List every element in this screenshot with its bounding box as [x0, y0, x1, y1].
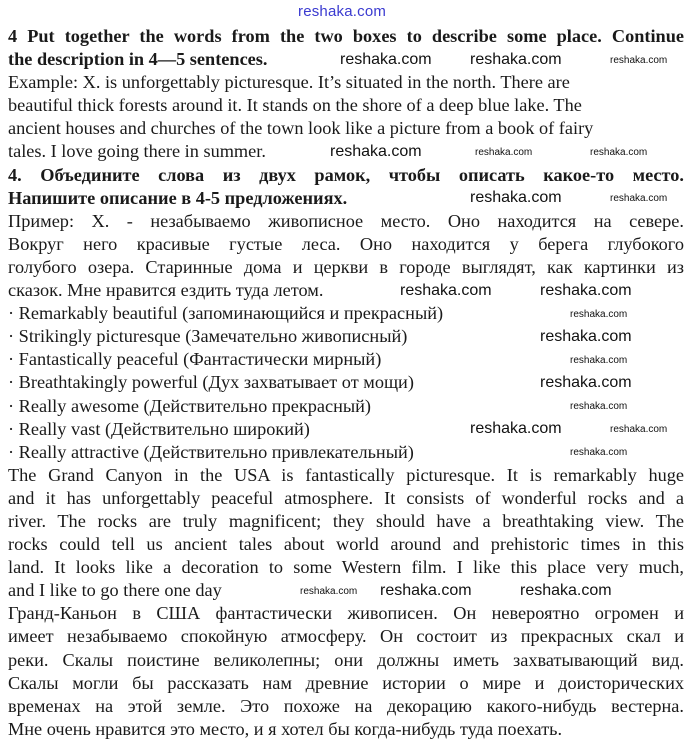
watermark: reshaka.com [400, 282, 492, 299]
answer-en-line: and I like to go there one day [8, 580, 222, 601]
watermark: reshaka.com [570, 355, 628, 366]
watermark: reshaka.com [298, 3, 387, 20]
watermark: reshaka.com [570, 447, 628, 458]
example-ru-line: Пример: X. - незабываемо живописное место. Оно находится на севере. [8, 210, 684, 231]
example-en-line: tales. I love going there in summer. [8, 141, 266, 162]
watermark: reshaka.com [470, 420, 562, 437]
answer-en-line: land. It looks like a decoration to some Western film. I like this place very much, [8, 557, 684, 578]
watermark: reshaka.com [610, 55, 668, 66]
example-ru-line: Вокруг него красивые густые леса. Оно находится у берега глубокого [8, 233, 684, 254]
watermark: reshaka.com [300, 586, 358, 597]
watermark: reshaka.com [570, 401, 628, 412]
task-heading-ru: Напишите описание в 4-5 предложениях. [8, 187, 348, 208]
answer-en-line: rocks could tell us ancient tales about world around and prehistoric times in this [8, 534, 684, 555]
watermark: reshaka.com [610, 193, 668, 204]
watermark: reshaka.com [540, 374, 632, 391]
task-heading-ru: 4. Объедините слова из двух рамок, чтобы описать какое-то место. [8, 164, 684, 185]
watermark: reshaka.com [470, 189, 562, 206]
phrase-item: · Fantastically peaceful (Фантастически мирный) [8, 349, 382, 370]
task-heading-en: 4 Put together the words from the two boxes to describe some place. Continue [8, 26, 684, 46]
phrase-item: · Really awesome (Действительно прекрасный) [8, 395, 372, 416]
example-en-line: ancient houses and churches of the town look like a picture from a book of fairy [8, 118, 594, 139]
watermark: reshaka.com [540, 328, 632, 345]
answer-ru-line: Скалы могли бы рассказать нам древние истории о мире и доисторических [8, 672, 684, 693]
example-en-line: beautiful thick forests around it. It stands on the shore of a deep blue lake. The [8, 95, 582, 116]
answer-ru-line: временах на этой земле. Это похоже на декорацию какого-нибудь вестерна. [8, 695, 684, 716]
answer-ru-line: Гранд-Каньон в США фантастически живописен. Он невероятно огромен и [8, 603, 684, 624]
watermark: reshaka.com [470, 51, 562, 68]
phrase-item: · Breathtakingly powerful (Дух захватывает от мощи) [8, 372, 414, 393]
phrase-item: · Really vast (Действительно широкий) [8, 418, 310, 439]
example-ru-line: голубого озера. Старинные дома и церкви в городе выглядят, как картинки из [8, 256, 684, 277]
phrase-item: · Remarkably beautiful (запоминающийся и прекрасный) [8, 303, 444, 324]
answer-en-line: river. The rocks are truly magnificent; they should have a breathtaking view. The [8, 510, 684, 531]
example-en-line: Example: X. is unforgettably picturesque. It’s situated in the north. There are [8, 72, 570, 93]
watermark: reshaka.com [610, 424, 668, 435]
answer-ru-line: реки. Скалы поистине великолепны; они должны иметь захватывающий вид. [8, 649, 684, 670]
answer-ru-line: имеет незабываемо спокойную атмосферу. Он состоит из прекрасных скал и [8, 626, 684, 647]
phrase-item: · Really attractive (Действительно привлекательный) [8, 441, 414, 462]
watermark: reshaka.com [330, 143, 422, 160]
answer-en-line: The Grand Canyon in the USA is fantastically picturesque. It is remarkably huge [8, 464, 684, 485]
example-ru-line: сказок. Мне нравится ездить туда летом. [8, 280, 324, 301]
watermark: reshaka.com [590, 147, 648, 158]
watermark: reshaka.com [570, 309, 628, 320]
task-heading-en: the description in 4—5 sentences. [8, 49, 268, 70]
answer-en-line: and it has unforgettably peaceful atmosphere. It consists of wonderful rocks and a [8, 487, 684, 508]
watermark: reshaka.com [540, 282, 632, 299]
watermark: reshaka.com [475, 147, 533, 158]
watermark: reshaka.com [520, 582, 612, 599]
watermark: reshaka.com [380, 582, 472, 599]
phrase-item: · Strikingly picturesque (Замечательно живописный) [8, 326, 408, 347]
watermark: reshaka.com [340, 51, 432, 68]
answer-ru-line: Мне очень нравится это место, и я хотел бы когда-нибудь туда поехать. [8, 718, 563, 739]
